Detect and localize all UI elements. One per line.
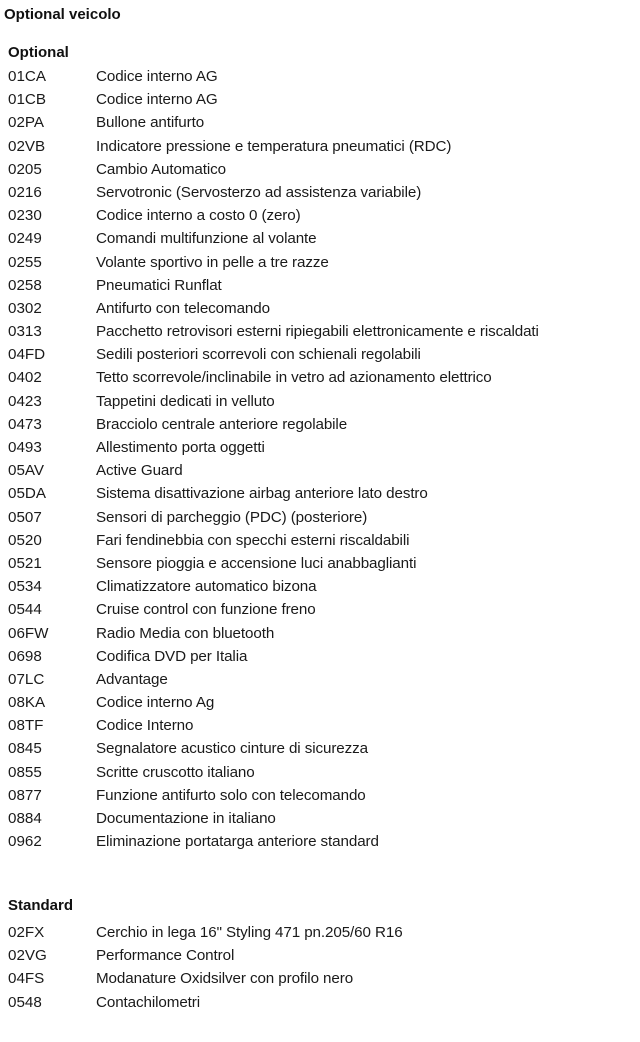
standard-list — [0, 921, 640, 1014]
option-description: Radio Media con bluetooth — [96, 624, 275, 642]
option-code: 0216 — [8, 183, 42, 201]
option-description: Codice interno AG — [96, 68, 218, 85]
option-description: Cambio Automatico — [96, 160, 226, 178]
list-item — [0, 251, 640, 274]
option-code: 0521 — [8, 554, 42, 572]
option-description: Codice interno a costo 0 (zero) — [96, 207, 301, 225]
option-code: 0855 — [8, 763, 42, 781]
option-description: Climatizzatore automatico bizona — [96, 578, 317, 596]
option-code: 0877 — [8, 786, 42, 804]
list-item — [0, 991, 640, 1014]
option-code: 0544 — [8, 601, 42, 619]
option-code: 02VB — [8, 137, 46, 155]
list-item — [0, 529, 640, 552]
option-code: 0230 — [8, 207, 42, 225]
option-code: 04FS — [8, 970, 45, 988]
option-code: 04FD — [8, 346, 46, 364]
option-code: 02FX — [8, 924, 45, 941]
option-code: 0884 — [8, 810, 42, 827]
option-description: Scritte cruscotto italiano — [96, 763, 255, 781]
optional-list — [0, 65, 640, 853]
list-item — [0, 390, 640, 413]
option-description: Advantage — [96, 670, 168, 688]
list-item — [0, 482, 640, 505]
option-description: Bracciolo centrale anteriore regolabile — [96, 415, 348, 433]
option-code: 02VG — [8, 947, 47, 965]
list-item — [0, 645, 640, 668]
list-item — [0, 297, 640, 320]
option-code: 0423 — [8, 392, 42, 410]
option-code: 0473 — [8, 415, 42, 433]
list-item — [0, 204, 640, 227]
option-code: 0534 — [8, 578, 42, 596]
list-item — [0, 436, 640, 459]
list-item — [0, 807, 640, 830]
list-item — [0, 552, 640, 575]
option-code: 08TF — [8, 717, 44, 735]
page-title: Optional veicolo — [4, 6, 121, 23]
option-code: 0313 — [8, 323, 42, 341]
list-item — [0, 111, 640, 134]
list-item — [0, 158, 640, 181]
list-item — [0, 575, 640, 598]
option-description: Cruise control con funzione freno — [96, 601, 316, 619]
list-item — [0, 714, 640, 737]
list-item — [0, 274, 640, 297]
option-description: Volante sportivo in pelle a tre razze — [96, 253, 329, 271]
option-code: 0845 — [8, 740, 42, 758]
option-code: 0402 — [8, 369, 42, 387]
option-description: Sistema disattivazione airbag anteriore lato destro — [96, 485, 428, 503]
option-description: Allestimento porta oggetti — [96, 439, 265, 456]
list-item — [0, 459, 640, 482]
list-item — [0, 622, 640, 645]
option-description: Antifurto con telecomando — [96, 299, 270, 317]
option-description: Documentazione in italiano — [96, 810, 276, 827]
option-code: 0962 — [8, 833, 42, 851]
option-code: 05DA — [8, 485, 46, 503]
option-code: 02PA — [8, 114, 45, 132]
option-code: 0548 — [8, 993, 42, 1011]
list-item — [0, 691, 640, 714]
list-item — [0, 598, 640, 621]
option-code: 0302 — [8, 299, 42, 317]
option-description: Funzione antifurto solo con telecomando — [96, 786, 366, 804]
option-code: 0493 — [8, 439, 42, 456]
list-item — [0, 413, 640, 436]
list-item — [0, 343, 640, 366]
option-description: Tappetini dedicati in velluto — [96, 392, 275, 410]
option-code: 0249 — [8, 230, 42, 248]
option-description: Contachilometri — [96, 993, 201, 1011]
option-code: 0520 — [8, 531, 42, 549]
option-description: Comandi multifunzione al volante — [96, 230, 317, 248]
list-item — [0, 320, 640, 343]
list-item — [0, 921, 640, 944]
option-description: Performance Control — [96, 947, 235, 965]
option-description: Active Guard — [96, 462, 183, 480]
option-code: 08KA — [8, 694, 46, 712]
option-description: Cerchio in lega 16" Styling 471 pn.205/60 R16 — [96, 924, 403, 941]
option-description: Segnalatore acustico cinture di sicurezza — [96, 740, 368, 758]
list-item — [0, 830, 640, 853]
list-item — [0, 88, 640, 111]
option-code: 0255 — [8, 253, 42, 271]
option-code: 0205 — [8, 160, 42, 178]
option-description: Eliminazione portatarga anteriore standard — [96, 833, 379, 851]
list-item — [0, 65, 640, 88]
option-description: Sensore pioggia e accensione luci anabbaglianti — [96, 554, 417, 572]
option-code: 05AV — [8, 462, 45, 480]
option-description: Modanature Oxidsilver con profilo nero — [96, 970, 354, 988]
option-code: 01CB — [8, 91, 46, 109]
option-description: Sedili posteriori scorrevoli con schienali regolabili — [96, 346, 421, 364]
list-item — [0, 227, 640, 250]
option-code: 0258 — [8, 276, 42, 294]
option-code: 0507 — [8, 508, 42, 526]
list-item — [0, 761, 640, 784]
section-heading-standard: Standard — [8, 897, 74, 914]
list-item — [0, 135, 640, 158]
option-description: Tetto scorrevole/inclinabile in vetro ad azionamento elettrico — [96, 369, 492, 387]
option-description: Fari fendinebbia con specchi esterni riscaldabili — [96, 531, 410, 549]
option-description: Codice Interno — [96, 717, 194, 735]
list-item — [0, 506, 640, 529]
list-item — [0, 366, 640, 389]
option-code: 06FW — [8, 624, 49, 642]
list-item — [0, 737, 640, 760]
option-description: Sensori di parcheggio (PDC) (posteriore) — [96, 508, 368, 526]
option-description: Pneumatici Runflat — [96, 276, 222, 294]
option-code: 0698 — [8, 647, 42, 665]
list-item — [0, 181, 640, 204]
list-item — [0, 967, 640, 990]
option-description: Indicatore pressione e temperatura pneumatici (RDC) — [96, 137, 452, 155]
option-code: 01CA — [8, 68, 46, 85]
option-description: Pacchetto retrovisori esterni ripiegabili elettronicamente e riscaldati — [96, 323, 539, 341]
list-item — [0, 668, 640, 691]
option-description: Codifica DVD per Italia — [96, 647, 248, 665]
section-heading-optional: Optional — [8, 44, 69, 61]
option-description: Codice interno Ag — [96, 694, 215, 712]
option-description: Bullone antifurto — [96, 114, 205, 132]
list-item — [0, 944, 640, 967]
option-description: Servotronic (Servosterzo ad assistenza variabile) — [96, 183, 422, 201]
option-description: Codice interno AG — [96, 91, 218, 109]
option-code: 07LC — [8, 670, 45, 688]
list-item — [0, 784, 640, 807]
